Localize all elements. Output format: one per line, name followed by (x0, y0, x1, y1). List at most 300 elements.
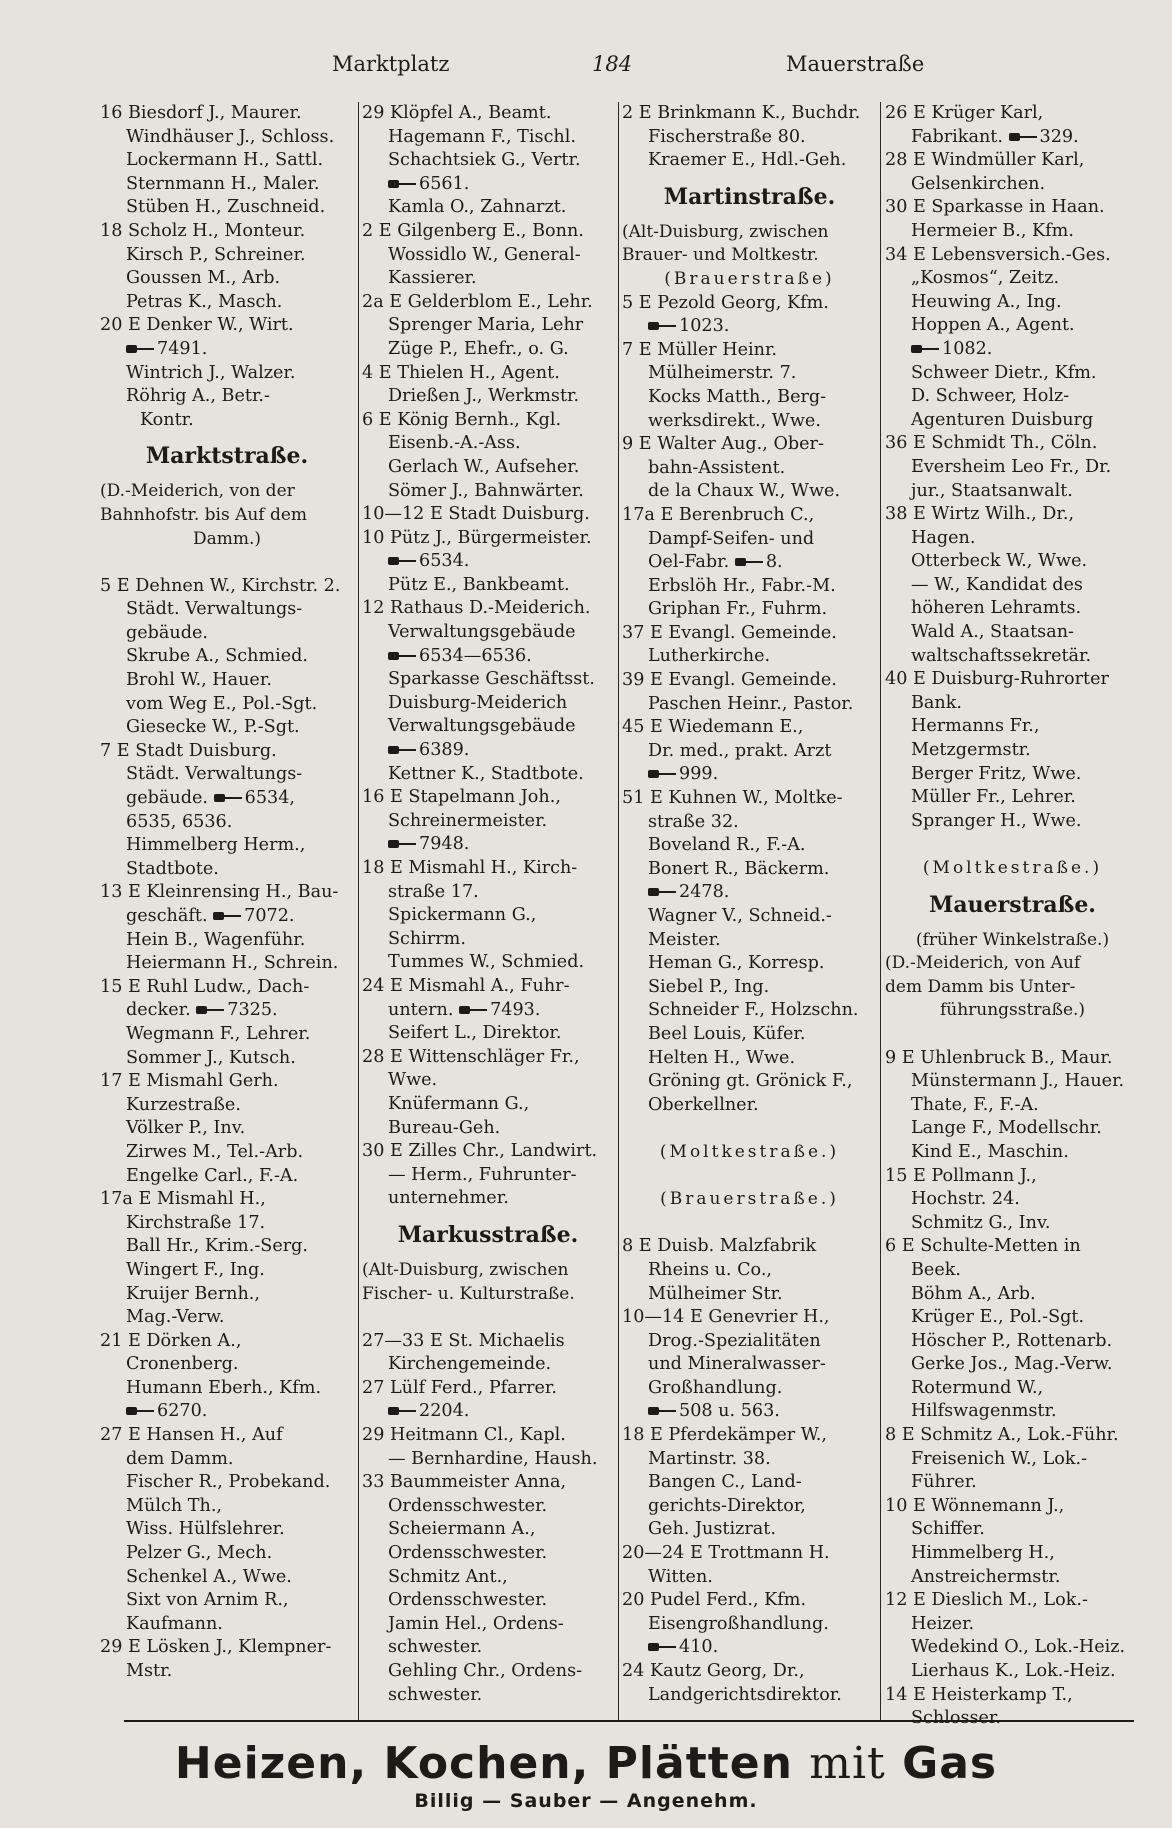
directory-line (622, 1448, 877, 1472)
line-text: Humann Eberh., Kfm. (126, 1377, 322, 1398)
line-text: 6389. (419, 740, 470, 761)
ad-word-gas: Gas (902, 1738, 998, 1789)
directory-line (362, 621, 614, 645)
line-text: Beek. (911, 1259, 962, 1280)
line-text: 38 E Wirtz Wilh., Dr., (885, 504, 1075, 525)
header-right: Mauerstraße (786, 52, 925, 76)
line-text: Kurzestraße. (126, 1094, 241, 1115)
line-text: 28 E Windmüller Karl, (885, 150, 1085, 171)
directory-line (622, 1566, 877, 1590)
line-text: 10—12 E Stadt Duisburg. (362, 504, 590, 525)
telephone-icon (648, 888, 676, 896)
line-text: Fischer R., Probekand. (126, 1472, 331, 1493)
directory-line (885, 621, 1140, 645)
line-text: Windhäuser J., Schloss. (126, 126, 335, 147)
directory-line (885, 1141, 1140, 1165)
directory-line (885, 692, 1140, 716)
line-text: 18 Scholz H., Monteur. (100, 220, 306, 241)
directory-line (622, 221, 877, 245)
line-text: Bahnhofstr. bis Auf dem (100, 504, 308, 525)
line-text: Griphan Fr., Fuhrm. (648, 599, 828, 620)
line-text: Bureau-Geh. (388, 1117, 501, 1138)
directory-line (885, 645, 1140, 669)
directory-line (622, 457, 877, 481)
directory-line (100, 1448, 354, 1472)
street-heading (100, 432, 354, 480)
directory-line (885, 1353, 1140, 1377)
directory-line (885, 929, 1140, 953)
directory-line (362, 1046, 614, 1070)
line-text: Kaufmann. (126, 1613, 223, 1634)
directory-line (622, 622, 877, 646)
line-text: 999. (679, 764, 719, 785)
line-text: gerichts-Direktor, (648, 1495, 806, 1516)
line-text: Cronenberg. (126, 1354, 239, 1375)
line-text: Gehling Chr., Ordens- (388, 1661, 583, 1681)
line-text: Oel-Fabr. (648, 552, 735, 573)
line-text: 5 E Pezold Georg, Kfm. (622, 292, 829, 313)
line-text: 24 Kautz Georg, Dr., (622, 1661, 805, 1681)
directory-line (362, 951, 614, 975)
directory-line (622, 1283, 877, 1307)
directory-line (362, 1093, 614, 1117)
line-text: Mülheimer Str. (648, 1283, 783, 1304)
telephone-icon (213, 912, 241, 920)
line-text: Schirrm. (388, 928, 466, 949)
footer-rule (124, 1720, 1134, 1722)
directory-line (362, 244, 614, 268)
directory-line (362, 881, 614, 905)
directory-line (362, 527, 614, 551)
directory-line (885, 196, 1140, 220)
directory-line (362, 668, 614, 692)
directory-line (622, 669, 877, 693)
line-text: Himmelberg Herm., (126, 835, 306, 856)
directory-line (885, 456, 1140, 480)
directory-line (100, 126, 354, 150)
line-text: 20—24 E Trottmann H. (622, 1543, 830, 1564)
line-text: Himmelberg H., (911, 1543, 1055, 1564)
line-text: Metzgermstr. (911, 740, 1031, 761)
directory-line (100, 1070, 354, 1094)
line-text: Fabrikant. (911, 126, 1009, 147)
line-text: Bank. (911, 692, 963, 713)
line-text: gebäude. (126, 788, 214, 809)
directory-line (885, 1283, 1140, 1307)
directory-line (885, 338, 1140, 362)
line-text: 18 E Pferdekämper W., (622, 1425, 827, 1446)
line-text: Damm.) (192, 528, 262, 549)
directory-line (100, 149, 354, 173)
line-text: Heuwing A., Ing. (911, 291, 1062, 312)
line-text: Höscher P., Rottenarb. (911, 1330, 1113, 1351)
line-text: Sommer J., Kutsch. (126, 1047, 296, 1068)
directory-line (622, 1589, 877, 1613)
directory-line (622, 1377, 877, 1401)
line-text: schwester. (388, 1637, 483, 1658)
directory-line (622, 905, 877, 929)
line-text: 6534. (419, 551, 470, 572)
directory-line (885, 786, 1140, 810)
directory-line (885, 1330, 1140, 1354)
directory-line (362, 833, 614, 857)
directory-line (622, 1471, 877, 1495)
line-text: Brohl W., Hauer. (126, 670, 272, 691)
directory-line (885, 1306, 1140, 1330)
directory-line (622, 480, 877, 504)
telephone-icon (648, 770, 676, 778)
line-text: 6561. (419, 173, 470, 194)
line-text: Helten H., Wwe. (648, 1047, 796, 1068)
line-text: Schiffer. (911, 1519, 985, 1540)
directory-line (622, 433, 877, 457)
header-left: Marktplatz (332, 52, 450, 76)
telephone-number: 8. (765, 552, 783, 573)
directory-line (622, 716, 877, 740)
line-text: Geh. Justizrat. (648, 1519, 776, 1540)
directory-line (362, 1471, 614, 1495)
line-text: D. Schweer, Holz- (911, 386, 1070, 407)
directory-line (885, 739, 1140, 763)
line-text: Jamin Hel., Ordens- (388, 1613, 564, 1634)
line-text: Großhandlung. (648, 1377, 783, 1398)
line-text: Sprenger Maria, Lehr (388, 315, 584, 336)
directory-line (100, 905, 354, 929)
line-text: „Kosmos“, Zeitz. (911, 268, 1060, 289)
directory-line (885, 1495, 1140, 1519)
line-text: Hermeier B., Kfm. (911, 220, 1074, 241)
directory-line (362, 456, 614, 480)
line-text: Kirsch P., Schreiner. (126, 244, 306, 265)
directory-line (100, 291, 354, 315)
line-text: Bangen C., Land- (648, 1472, 802, 1493)
line-text: Züge P., Ehefr., o. G. (388, 338, 569, 359)
directory-line (362, 763, 614, 787)
directory-line (100, 787, 354, 811)
line-text: Böhm A., Arb. (911, 1283, 1036, 1304)
directory-line (885, 1518, 1140, 1542)
line-text: Hilfswagenmstr. (911, 1401, 1057, 1422)
directory-line (622, 1424, 877, 1448)
directory-line (622, 1023, 877, 1047)
line-text: 508 u. 563. (679, 1401, 780, 1422)
directory-line (362, 1684, 614, 1708)
directory-line (885, 432, 1140, 456)
directory-line (100, 528, 354, 552)
line-text: dem Damm bis Unter- (885, 976, 1076, 997)
line-text: 17a E Berenbruch C., (622, 504, 815, 525)
telephone-icon (196, 1006, 224, 1014)
advertisement-slogan (0, 1790, 1172, 1812)
directory-line (100, 1259, 354, 1283)
directory-line (100, 622, 354, 646)
line-text: 10—14 E Genevrier H., (622, 1307, 830, 1328)
line-text: Wagner V., Schneid.- (648, 906, 832, 926)
directory-line (100, 1306, 354, 1330)
line-text: Schlosser. (911, 1708, 1001, 1729)
directory-line (622, 1636, 877, 1660)
telephone-icon (648, 322, 676, 330)
telephone-icon (735, 558, 763, 566)
line-text: unternehmer. (388, 1188, 509, 1209)
directory-line (100, 929, 354, 953)
line-text: (D.-Meiderich, von der (100, 481, 295, 502)
line-text: Kettner K., Stadtbote. (388, 763, 584, 784)
directory-line (622, 528, 877, 552)
line-text: 29 E Lösken J., Klempner- (100, 1637, 332, 1658)
telephone-icon (388, 180, 416, 188)
line-text: Giesecke W., P.-Sgt. (126, 717, 300, 738)
directory-line (100, 1212, 354, 1236)
line-text: Thate, F., F.-A. (911, 1094, 1039, 1115)
line-text: Mstr. (126, 1661, 173, 1681)
telephone-icon (648, 1643, 676, 1651)
directory-line (100, 1283, 354, 1307)
line-text: 36 E Schmidt Th., Cöln. (885, 433, 1098, 454)
line-text: Müller Fr., Lehrer. (911, 787, 1076, 808)
line-text: Berger Fritz, Wwe. (911, 763, 1082, 784)
directory-line (885, 999, 1140, 1023)
directory-line (362, 1377, 614, 1401)
ad-slogan-dash: — (599, 1790, 620, 1812)
line-text: Engelke Carl., F.-A. (126, 1165, 299, 1186)
line-text: 30 E Zilles Chr., Landwirt. (362, 1141, 598, 1162)
line-text: Kocks Matth., Berg- (648, 386, 827, 407)
directory-line (622, 1070, 877, 1094)
directory-line (362, 1566, 614, 1590)
directory-line (362, 1448, 614, 1472)
directory-line (362, 1164, 614, 1188)
line-text: Kind E., Maschin. (911, 1141, 1069, 1162)
directory-line (362, 975, 614, 999)
line-text: 17 E Mismahl Gerh. (100, 1071, 279, 1092)
directory-line (885, 1259, 1140, 1283)
line-text: Wedekind O., Lok.-Heiz. (911, 1637, 1126, 1658)
directory-line (362, 1589, 614, 1613)
directory-line (622, 126, 877, 150)
telephone-number: 7493. (490, 999, 541, 1020)
line-text: — Bernhardine, Haush. (388, 1448, 598, 1469)
line-text: Rheins u. Co., (648, 1259, 773, 1280)
ad-slogan-dash: — (482, 1790, 503, 1812)
line-text: Schmitz Ant., (388, 1566, 508, 1587)
line-text: 2a E Gelderblom E., Lehr. (362, 291, 593, 312)
line-text: 27 Lülf Ferd., Pfarrer. (362, 1377, 557, 1398)
directory-line (100, 1235, 354, 1259)
line-text: Paschen Heinr., Pastor. (648, 693, 854, 714)
line-text: Verwaltungsgebäude (388, 716, 576, 737)
directory-line (362, 362, 614, 386)
directory-line (885, 597, 1140, 621)
line-text: de la Chaux W., Wwe. (648, 481, 841, 502)
line-text: schwester. (388, 1684, 483, 1705)
directory-line (885, 1047, 1140, 1071)
directory-line (100, 811, 354, 835)
line-text: Wwe. (388, 1070, 438, 1091)
telephone-number: 6534, (244, 788, 295, 809)
line-text: 14 E Heisterkamp T., (885, 1684, 1073, 1705)
line-text: Heman G., Korresp. (648, 953, 825, 974)
directory-line (622, 1141, 877, 1165)
directory-line (100, 220, 354, 244)
line-text: Wossidlo W., General- (388, 244, 581, 265)
directory-line (622, 1235, 877, 1259)
directory-line (100, 102, 354, 126)
line-text: Bonert R., Bäckerm. (648, 858, 830, 879)
directory-line (622, 1306, 877, 1330)
line-text: 2478. (679, 882, 730, 903)
directory-line (885, 149, 1140, 173)
directory-line (362, 904, 614, 928)
line-text: 27 E Hansen H., Auf (100, 1425, 283, 1446)
directory-line (885, 1660, 1140, 1684)
line-text: (Alt-Duisburg, zwischen (622, 221, 829, 242)
directory-line (362, 480, 614, 504)
directory-line (885, 314, 1140, 338)
directory-line (622, 292, 877, 316)
directory-line (362, 1330, 614, 1354)
directory-line (100, 1117, 354, 1141)
line-text: 15 E Ruhl Ludw., Dach- (100, 976, 310, 997)
line-text: Brauer- und Moltkestr. (622, 245, 819, 266)
line-text: Martinstr. 38. (648, 1448, 771, 1469)
directory-line (622, 575, 877, 599)
line-text: Dampf-Seifen- und (648, 528, 815, 549)
line-text: 12 E Dieslich M., Lok.- (885, 1590, 1088, 1611)
directory-line (362, 1636, 614, 1660)
line-text: Städt. Verwaltungs- (126, 599, 303, 620)
line-text: Tummes W., Schmied. (388, 952, 585, 973)
directory-line (885, 503, 1140, 527)
line-text: werksdirekt., Wwe. (648, 410, 821, 431)
directory-line (362, 338, 614, 362)
line-text: Martinstraße. (663, 183, 836, 210)
line-text: 30 E Sparkasse in Haan. (885, 197, 1105, 218)
directory-line (100, 267, 354, 291)
directory-line (100, 1566, 354, 1590)
directory-line (622, 1542, 877, 1566)
line-text: Ordensschwester. (388, 1495, 548, 1516)
line-text: Verwaltungsgebäude (388, 622, 576, 643)
directory-line (100, 1471, 354, 1495)
line-text: Wegmann F., Lehrer. (126, 1023, 311, 1044)
column-2 (362, 102, 614, 1714)
line-text: 7491. (157, 338, 208, 359)
directory-line (885, 1589, 1140, 1613)
directory-line (362, 1542, 614, 1566)
line-text: Agenturen Duisburg (911, 409, 1094, 430)
columns (100, 102, 1140, 1729)
directory-line (362, 196, 614, 220)
line-text: Witten. (648, 1566, 713, 1587)
ad-word-plaetten: Plätten (605, 1738, 793, 1789)
line-text: (früher Winkelstraße.) (915, 929, 1110, 950)
directory-line (100, 999, 354, 1023)
directory-line (362, 1660, 614, 1684)
directory-line (100, 1377, 354, 1401)
line-text: Sixt von Arnim R., (126, 1590, 289, 1611)
line-text: Gröning gt. Grönick F., (648, 1071, 853, 1092)
directory-line (100, 834, 354, 858)
line-text: 17a E Mismahl H., (100, 1189, 266, 1210)
directory-line (622, 149, 877, 173)
line-text: Lockermann H., Sattl. (126, 150, 324, 171)
line-text: Hein B., Wagenführ. (126, 929, 306, 950)
line-text: — Herm., Fuhrunter- (388, 1164, 577, 1185)
line-text: 6270. (157, 1401, 208, 1422)
directory-line (885, 385, 1140, 409)
directory-line (362, 409, 614, 433)
directory-line (885, 715, 1140, 739)
directory-line (885, 976, 1140, 1000)
line-text: 28 E Wittenschläger Fr., (362, 1046, 580, 1067)
directory-line (362, 597, 614, 621)
line-text: 6 E König Bernh., Kgl. (362, 409, 562, 430)
directory-line (100, 598, 354, 622)
directory-line (362, 385, 614, 409)
line-text: 33 Baummeister Anna, (362, 1472, 567, 1493)
line-text: Mag.-Verw. (126, 1307, 225, 1328)
directory-line (100, 338, 354, 362)
directory-line (100, 1495, 354, 1519)
line-text: Führer. (911, 1472, 977, 1493)
line-text: 13 E Kleinrensing H., Bau- (100, 882, 339, 903)
line-text: 1082. (942, 338, 993, 359)
telephone-icon (388, 652, 416, 660)
directory-line (885, 810, 1140, 834)
telephone-icon (388, 1407, 416, 1415)
directory-line (362, 1187, 614, 1211)
directory-line (885, 1542, 1140, 1566)
line-text: 51 E Kuhnen W., Moltke- (622, 788, 843, 809)
directory-line (622, 102, 877, 126)
directory-line (362, 739, 614, 763)
line-text: höheren Lehramts. (911, 598, 1082, 619)
line-text: Gelsenkirchen. (911, 173, 1046, 194)
directory-line (362, 1400, 614, 1424)
ad-word-heizen: Heizen, (174, 1738, 368, 1789)
directory-line (885, 1400, 1140, 1424)
line-text: Goussen M., Arb. (126, 268, 281, 289)
directory-line (622, 952, 877, 976)
advertisement-headline (0, 1738, 1172, 1789)
line-text: 20 Pudel Ferd., Kfm. (622, 1590, 807, 1611)
directory-line (362, 314, 614, 338)
directory-line (100, 409, 354, 433)
line-text: Kruijer Bernh., (126, 1283, 260, 1304)
line-text: Ball Hr., Krim.-Serg. (126, 1236, 308, 1257)
column-1 (100, 102, 354, 1714)
directory-line (100, 1047, 354, 1071)
line-text: Mülheimerstr. 7. (648, 363, 797, 384)
line-text: Gerke Jos., Mag.-Verw. (911, 1354, 1113, 1375)
directory-line (885, 1566, 1140, 1590)
line-text: Städt. Verwaltungs- (126, 764, 303, 785)
line-text: Duisburg-Meiderich (388, 692, 568, 713)
directory-line (622, 881, 877, 905)
line-text: 2204. (419, 1401, 470, 1422)
line-text: Lutherkirche. (648, 646, 771, 667)
directory-line (885, 1117, 1140, 1141)
line-text: 45 E Wiedemann E., (622, 717, 804, 738)
street-heading (885, 881, 1140, 929)
line-text: Erbslöh Hr., Fabr.-M. (648, 575, 836, 596)
line-text: 7948. (419, 834, 470, 855)
directory-line (885, 1636, 1140, 1660)
directory-line (885, 1212, 1140, 1236)
line-text: 6534—6536. (419, 645, 532, 666)
directory-line (885, 1613, 1140, 1637)
